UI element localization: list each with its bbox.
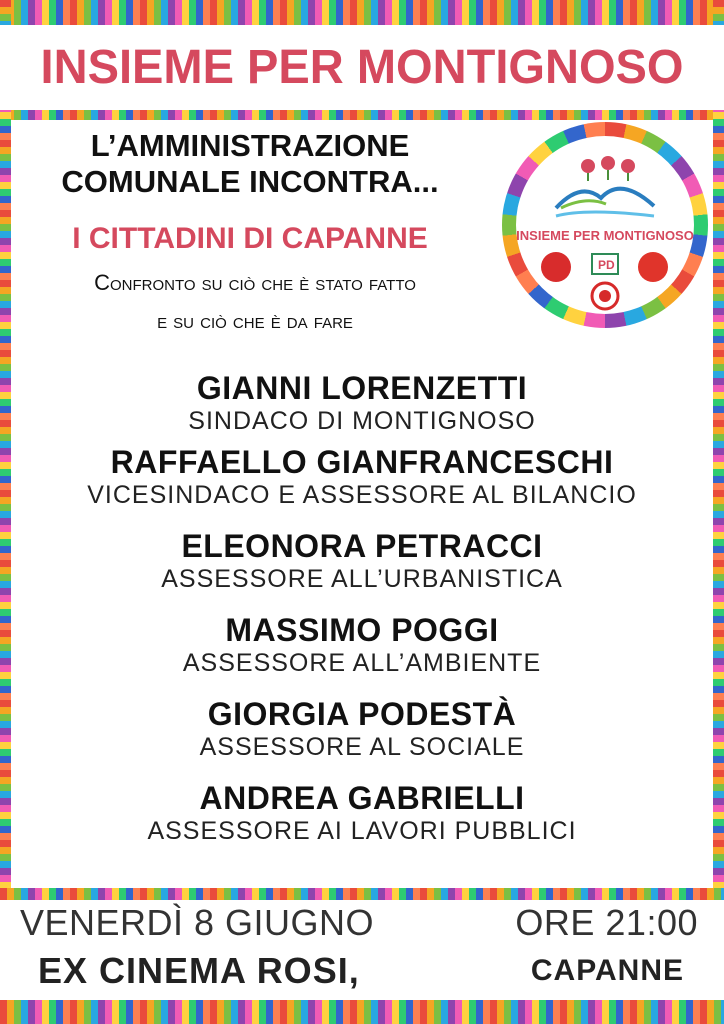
intro-target: I CITTADINI DI CAPANNE xyxy=(72,222,428,255)
stripe-border-bottom xyxy=(0,1000,724,1024)
event-date: VENERDÌ 8 GIUGNO xyxy=(20,902,375,943)
speaker-role: ASSESSORE ALL’URBANISTICA xyxy=(161,565,563,593)
event-town: CAPANNE xyxy=(530,954,684,987)
stripe-border-top xyxy=(0,0,724,25)
logo-artwork-icon xyxy=(516,136,694,314)
psi-party-icon xyxy=(541,252,571,282)
speaker-list xyxy=(0,370,724,854)
speaker-role: VICESINDACO E ASSESSORE AL BILANCIO xyxy=(87,481,637,509)
svg-text:PD: PD xyxy=(598,258,615,272)
speaker-item xyxy=(0,444,724,510)
roses-icon xyxy=(581,156,635,181)
event-time: ORE 21:00 xyxy=(515,902,698,943)
speaker-role: SINDACO DI MONTIGNOSO xyxy=(188,407,536,435)
event-footer xyxy=(0,900,724,1000)
speaker-name: GIANNI LORENZETTI xyxy=(196,370,528,406)
logo-name: INSIEME PER MONTIGNOSO xyxy=(516,228,694,243)
speaker-item xyxy=(0,370,724,436)
header-banner xyxy=(0,25,724,110)
speaker-item xyxy=(0,612,724,678)
intro-heading xyxy=(0,128,500,200)
speaker-role: ASSESSORE ALL’AMBIENTE xyxy=(182,649,542,677)
speaker-item xyxy=(0,528,724,594)
speaker-role: ASSESSORE AL SOCIALE xyxy=(199,733,525,761)
intro-line-1: L’AMMINISTRAZIONE xyxy=(90,128,410,163)
speaker-item xyxy=(0,696,724,762)
speaker-name: ELEONORA PETRACCI xyxy=(181,528,543,564)
speaker-item xyxy=(0,780,724,846)
mountains-icon xyxy=(556,189,654,216)
leu-party-icon xyxy=(638,252,668,282)
speaker-name: GIORGIA PODESTÀ xyxy=(207,696,517,732)
speaker-name: ANDREA GABRIELLI xyxy=(199,780,525,816)
speaker-name: RAFFAELLO GIANFRANCESCHI xyxy=(110,444,614,480)
stripe-border-above-footer xyxy=(0,888,724,900)
speaker-name: MASSIMO POGGI xyxy=(225,612,499,648)
stripe-border-under-banner xyxy=(0,110,724,120)
logo-inner xyxy=(516,136,694,314)
poster-title: INSIEME PER MONTIGNOSO xyxy=(40,41,684,94)
speaker-role: ASSESSORE AI LAVORI PUBBLICI xyxy=(147,817,577,845)
event-place: EX CINEMA ROSI, xyxy=(38,950,360,991)
intro-sub-2: e su ciò che è da fare xyxy=(157,308,353,333)
intro-line-2: COMUNALE INCONTRA... xyxy=(61,164,439,199)
intro-sub-1: Confronto su ciò che è stato fatto xyxy=(94,270,416,295)
coalition-logo xyxy=(502,122,708,328)
